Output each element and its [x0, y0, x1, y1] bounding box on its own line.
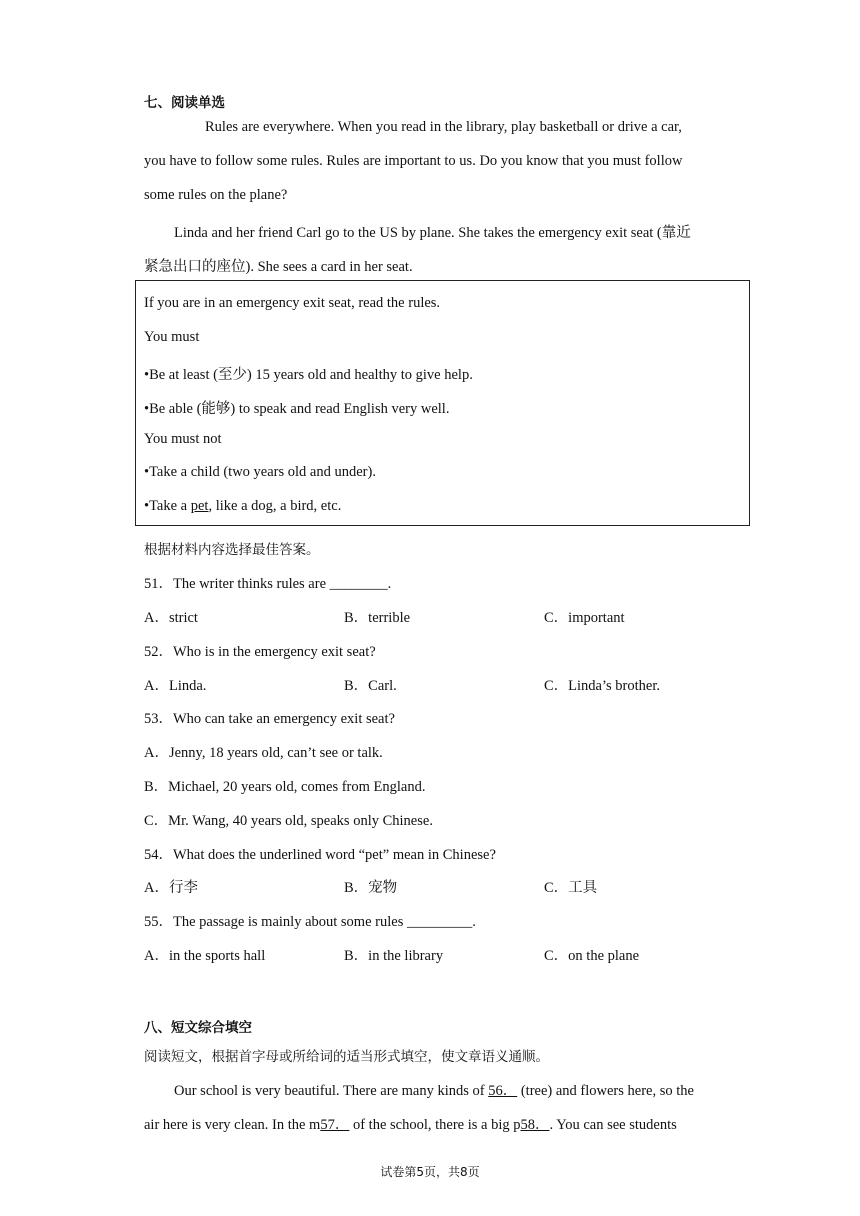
- passage-line: Linda and her friend Carl go to the US by plane. She takes the emergency exit seat (靠近: [174, 225, 691, 241]
- card-text: •Take a: [144, 498, 191, 514]
- card-line: •Be at least (至少) 15 years old and healthy to give help.: [144, 367, 473, 383]
- question-54: 54．What does the underlined word “pet” mean in Chinese?: [144, 847, 496, 863]
- section8-title: 八、短文综合填空: [144, 1020, 252, 1036]
- passage-line: some rules on the plane?: [144, 187, 288, 203]
- card-line: •Be able (能够) to speak and read English very well.: [144, 401, 450, 417]
- instruction: 根据材料内容选择最佳答案。: [144, 542, 320, 558]
- passage-text: air here is very clean. In the m: [144, 1117, 321, 1133]
- underlined-word-pet: pet: [190, 498, 209, 514]
- option-a: A．in the sports hall: [144, 948, 266, 964]
- option-c: C．on the plane: [544, 948, 640, 964]
- blank-58: 58．: [520, 1117, 550, 1133]
- option-b: B．宠物: [344, 880, 398, 896]
- passage-line: 紧急出口的座位). She sees a card in her seat.: [144, 259, 413, 275]
- blank-57: 57．: [320, 1117, 350, 1133]
- passage-line: you have to follow some rules. Rules are important to us. Do you know that you must follow: [144, 153, 683, 169]
- option-a: A．行李: [144, 880, 198, 896]
- option-a: A．strict: [144, 610, 198, 626]
- option-b: B．terrible: [344, 610, 411, 626]
- card-line: You must not: [144, 431, 222, 447]
- question-51: 51．The writer thinks rules are ________.: [144, 576, 392, 592]
- card-line: •Take a child (two years old and under).: [144, 464, 376, 480]
- question-52: 52．Who is in the emergency exit seat?: [144, 644, 376, 660]
- option-c: C．important: [544, 610, 625, 626]
- option-c: C．Mr. Wang, 40 years old, speaks only Chinese.: [144, 813, 433, 829]
- passage-text: . You can see students: [549, 1117, 677, 1133]
- question-53: 53．Who can take an emergency exit seat?: [144, 711, 395, 727]
- option-b: B．Michael, 20 years old, comes from England.: [144, 779, 426, 795]
- card-line: You must: [144, 329, 200, 345]
- option-c: C．工具: [544, 880, 598, 896]
- passage-text: of the school, there is a big p: [349, 1117, 521, 1133]
- page-footer: 试卷第5页，共8页: [380, 1165, 480, 1179]
- card-line: If you are in an emergency exit seat, read the rules.: [144, 295, 441, 311]
- option-b: B．in the library: [344, 948, 444, 964]
- option-c: C．Linda’s brother.: [544, 678, 660, 694]
- option-a: A．Jenny, 18 years old, can’t see or talk.: [144, 745, 383, 761]
- passage-text: (tree) and flowers here, so the: [517, 1083, 694, 1099]
- passage-text: Our school is very beautiful. There are many kinds of: [174, 1083, 489, 1099]
- blank-56: 56．: [488, 1083, 518, 1099]
- passage-line: [174, 1079, 694, 1100]
- section7-title: 七、阅读单选: [144, 95, 225, 111]
- question-55: 55．The passage is mainly about some rules _________.: [144, 914, 476, 930]
- card-text: , like a dog, a bird, etc.: [208, 498, 342, 514]
- passage-line: [144, 1113, 677, 1134]
- option-a: A．Linda.: [144, 678, 207, 694]
- option-b: B．Carl.: [344, 678, 397, 694]
- instruction: 阅读短文，根据首字母或所给词的适当形式填空，使文章语义通顺。: [144, 1049, 549, 1065]
- passage-line: Rules are everywhere. When you read in the library, play basketball or drive a car,: [205, 119, 682, 135]
- card-line: [144, 498, 341, 515]
